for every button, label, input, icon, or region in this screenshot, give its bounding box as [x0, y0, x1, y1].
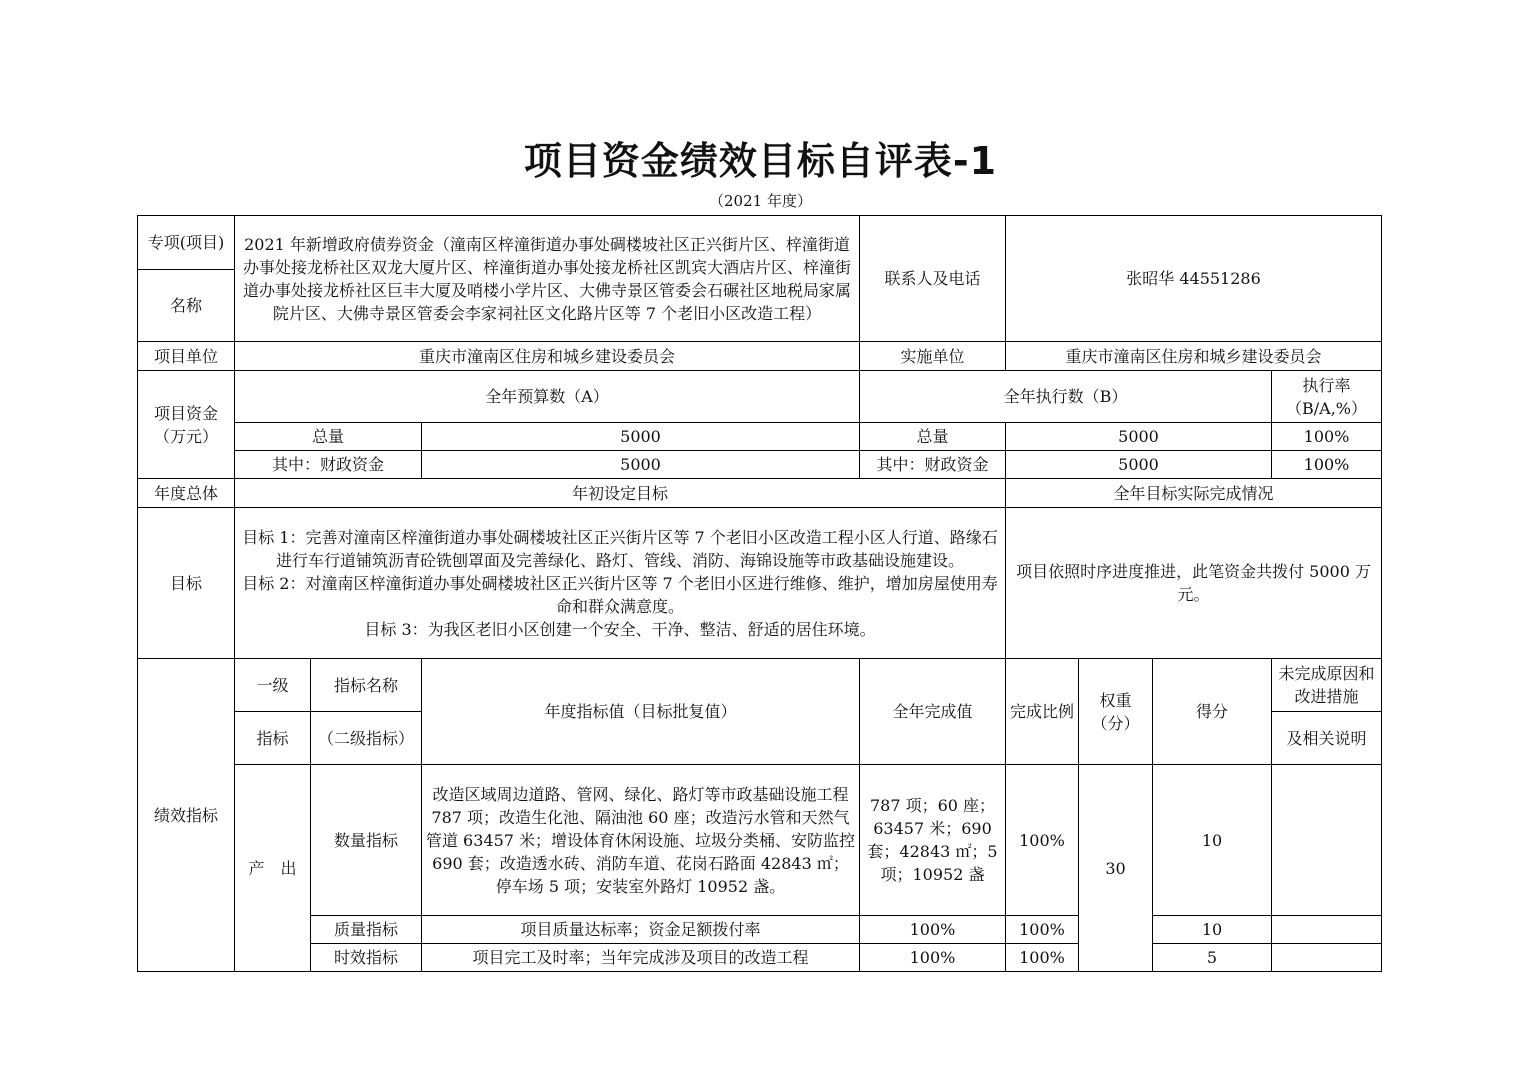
indicator-complete: 787 项；60 座；63457 米；690 套；42843 ㎡；5 项；10952 盏	[860, 765, 1006, 916]
indicator-target: 改造区域周边道路、管网、绿化、路灯等市政基础设施工程 787 项；改造生化池、隔油池 60 座；改造污水管和天然气管道 63457 米；增设体育休闲设施、垃圾分类桶、安防监控 690 套；改造透水砖、消防车道、花岗石路面 42843 ㎡；停车场 5 项；安装室外路灯 10952 盏。	[422, 765, 860, 916]
indicator-score: 5	[1153, 944, 1272, 972]
project-name-label-bottom: 名称	[138, 270, 235, 342]
funds-total-label: 总量	[235, 423, 422, 451]
name-header-bottom: （二级指标）	[311, 712, 422, 765]
indicator-reason	[1272, 916, 1382, 944]
goals-actual-value: 项目依照时序进度推进，此笔资金共拨付 5000 万元。	[1006, 508, 1382, 659]
rate-header	[1272, 371, 1382, 423]
funds-label-2: （万元）	[153, 426, 218, 446]
contact-value: 张昭华 44551286	[1006, 216, 1382, 342]
indicator-target: 项目质量达标率；资金足额拨付率	[422, 916, 860, 944]
exec-header: 全年执行数（B）	[860, 371, 1272, 423]
project-name-value: 2021 年新增政府债券资金（潼南区梓潼街道办事处碉楼坡社区正兴街片区、梓潼街道办事处接龙桥社区双龙大厦片区、梓潼街道办事处接龙桥社区凯宾大酒店片区、梓潼街道办事处接龙桥社区巨丰大厦及哨楼小学片区、大佛寺景区管委会石碾社区地税局家属院片区、大佛寺景区管委会李家祠社区文化路片区等 7 个老旧小区改造工程）	[235, 216, 860, 342]
score-header: 得分	[1153, 659, 1272, 765]
contact-label: 联系人及电话	[860, 216, 1006, 342]
indicator-name: 质量指标	[311, 916, 422, 944]
rate-header-1: 执行率	[1302, 375, 1351, 395]
indicators-section-label: 绩效指标	[138, 659, 235, 972]
goals-actual-header: 全年目标实际完成情况	[1006, 479, 1382, 508]
indicator-score: 10	[1153, 765, 1272, 916]
indicator-weight: 30	[1079, 765, 1153, 972]
funds-total-budget: 5000	[422, 423, 860, 451]
indicator-complete: 100%	[860, 944, 1006, 972]
indicator-name: 数量指标	[311, 765, 422, 916]
project-unit-label: 项目单位	[138, 342, 235, 371]
rate-header-2: （B/A,%）	[1286, 398, 1368, 418]
funds-fiscal-label: 其中：财政资金	[235, 451, 422, 479]
indicator-score: 10	[1153, 916, 1272, 944]
level1-header-bottom: 指标	[235, 712, 311, 765]
category-output: 产 出	[235, 765, 311, 972]
project-unit-value: 重庆市潼南区住房和城乡建设委员会	[235, 342, 860, 371]
indicator-reason	[1272, 944, 1382, 972]
indicator-complete: 100%	[860, 916, 1006, 944]
indicator-reason	[1272, 765, 1382, 916]
funds-fiscal-budget: 5000	[422, 451, 860, 479]
evaluation-table	[137, 215, 1382, 972]
impl-unit-value: 重庆市潼南区住房和城乡建设委员会	[1006, 342, 1382, 371]
weight-header: 权重（分）	[1079, 659, 1153, 765]
complete-header: 全年完成值	[860, 659, 1006, 765]
indicator-ratio: 100%	[1006, 944, 1079, 972]
indicator-name: 时效指标	[311, 944, 422, 972]
reason-header-bottom: 及相关说明	[1272, 712, 1382, 765]
name-header-top: 指标名称	[311, 659, 422, 712]
funds-total-rate: 100%	[1272, 423, 1382, 451]
funds-label	[138, 371, 235, 479]
goal-item-3: 目标 3：为我区老旧小区创建一个安全、干净、整洁、舒适的居住环境。	[364, 619, 876, 639]
goals-set-header: 年初设定目标	[235, 479, 1006, 508]
goals-list	[235, 508, 1006, 659]
project-name-label-top: 专项(项目)	[138, 216, 235, 270]
funds-total-exec-label: 总量	[860, 423, 1006, 451]
funds-total-exec: 5000	[1006, 423, 1272, 451]
reason-header-top: 未完成原因和改进措施	[1272, 659, 1382, 712]
indicator-target: 项目完工及时率；当年完成涉及项目的改造工程	[422, 944, 860, 972]
level1-header-top: 一级	[235, 659, 311, 712]
ratio-header: 完成比例	[1006, 659, 1079, 765]
budget-header: 全年预算数（A）	[235, 371, 860, 423]
goals-label-top: 年度总体	[138, 479, 235, 508]
goal-item-1: 目标 1：完善对潼南区梓潼街道办事处碉楼坡社区正兴街片区等 7 个老旧小区改造工程小区人行道、路缘石进行车行道铺筑沥青砼铣刨罩面及完善绿化、路灯、管线、消防、海锦设施等市政基础设施建设。	[242, 527, 998, 570]
funds-fiscal-exec: 5000	[1006, 451, 1272, 479]
impl-unit-label: 实施单位	[860, 342, 1006, 371]
goal-item-2: 目标 2：对潼南区梓潼街道办事处碉楼坡社区正兴街片区等 7 个老旧小区进行维修、维护，增加房屋使用寿命和群众满意度。	[242, 573, 998, 616]
funds-fiscal-exec-label: 其中：财政资金	[860, 451, 1006, 479]
page-title: 项目资金绩效目标自评表-1	[523, 139, 998, 183]
goals-label-bottom: 目标	[138, 508, 235, 659]
target-header: 年度指标值（目标批复值）	[422, 659, 860, 765]
indicator-ratio: 100%	[1006, 916, 1079, 944]
indicator-ratio: 100%	[1006, 765, 1079, 916]
year-caption: （2021 年度）	[709, 192, 812, 210]
funds-fiscal-rate: 100%	[1272, 451, 1382, 479]
funds-label-1: 项目资金	[153, 403, 218, 423]
